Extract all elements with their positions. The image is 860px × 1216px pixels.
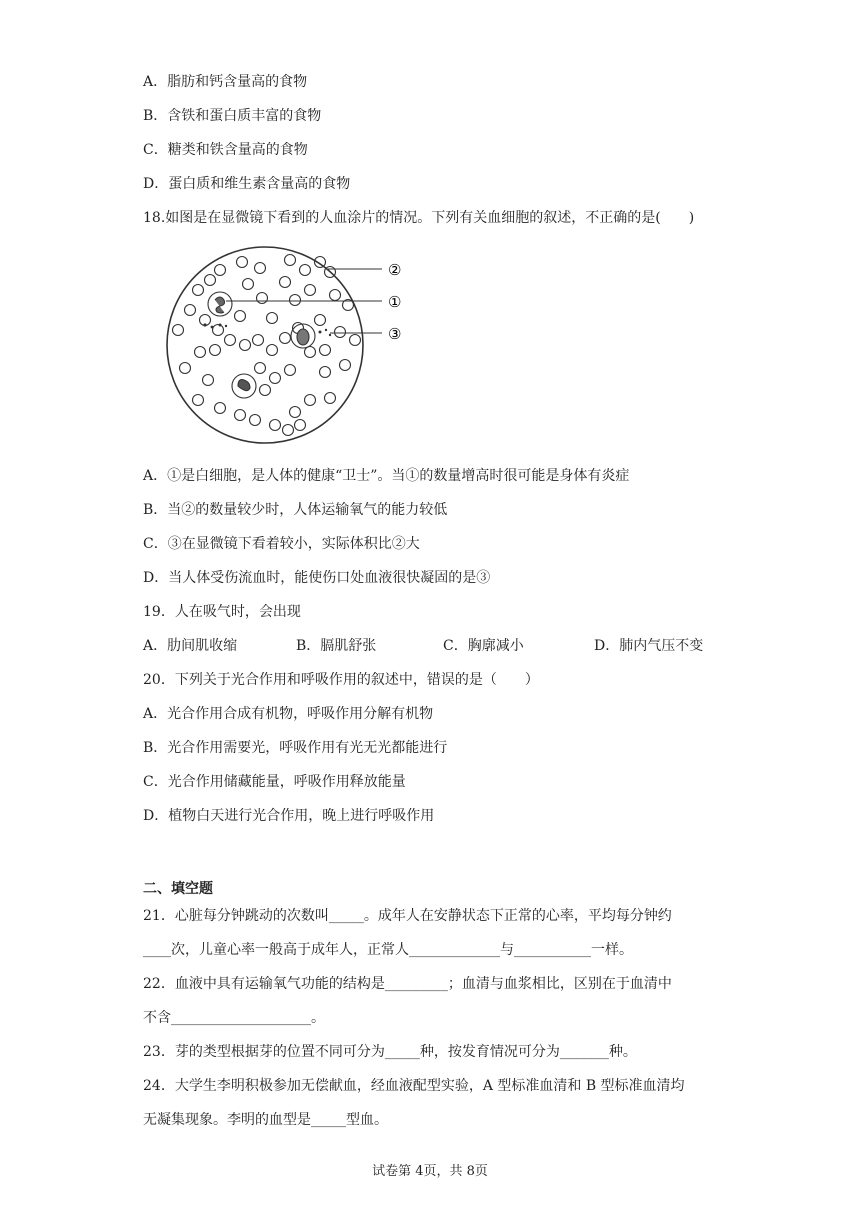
- red-blood-cells: [173, 255, 361, 436]
- q20-option-b: B．光合作用需要光，呼吸作用有光无光都能进行: [143, 740, 448, 756]
- q22-line-1: 22．血液中具有运输氧气功能的结构是_________；血清与血浆相比，区别在于血清中: [143, 976, 672, 992]
- label-2: ②: [388, 261, 402, 279]
- q19-stem: 19．人在吸气时，会出现: [143, 604, 301, 620]
- q17-option-d: D．蛋白质和维生素含量高的食物: [143, 176, 351, 192]
- q24-line-1: 24．大学生李明积极参加无偿献血，经血液配型实验，A 型标准血清和 B 型标准血清均: [143, 1078, 685, 1094]
- q20-option-a: A．光合作用合成有机物，呼吸作用分解有机物: [143, 706, 434, 722]
- q21-line-1: 21．心脏每分钟跳动的次数叫_____。成年人在安静状态下正常的心率，平均每分钟约: [143, 908, 672, 924]
- q18-option-c: C．③在显微镜下看着较小，实际体积比②大: [143, 536, 420, 552]
- q18-option-a: A．①是白细胞，是人体的健康“卫士”。当①的数量增高时很可能是身体有炎症: [143, 468, 630, 484]
- section-title: 二、填空题: [143, 881, 213, 897]
- q19-option-a: A．肋间肌收缩: [143, 638, 238, 654]
- blood-smear-diagram: [160, 240, 420, 450]
- q19-option-b: B．膈肌舒张: [296, 638, 377, 654]
- q18-option-d: D．当人体受伤流血时，能使伤口处血液很快凝固的是③: [143, 570, 491, 586]
- q22-line-2: 不含____________________。: [143, 1010, 325, 1026]
- q19-option-d: D．肺内气压不变: [594, 638, 704, 654]
- q23-line: 23．芽的类型根据芽的位置不同可分为_____种，按发育情况可分为_______种。: [143, 1044, 637, 1060]
- label-1: ①: [388, 293, 402, 311]
- q17-option-b: B．含铁和蛋白质丰富的食物: [143, 108, 322, 124]
- q17-option-a: A．脂肪和钙含量高的食物: [143, 74, 308, 90]
- q21-line-2: ____次，儿童心率一般高于成年人，正常人_____________与___________一样。: [143, 942, 633, 958]
- label-3: ③: [388, 325, 402, 343]
- q19-option-c: C．胸廓减小: [443, 638, 524, 654]
- white-blood-cells: [208, 292, 315, 398]
- q18-stem: 18.如图是在显微镜下看到的人血涂片的情况。下列有关血细胞的叙述，不正确的是( ): [143, 210, 695, 226]
- q20-option-d: D．植物白天进行光合作用，晚上进行呼吸作用: [143, 808, 435, 824]
- q24-line-2: 无凝集现象。李明的血型是_____型血。: [143, 1112, 388, 1128]
- q18-option-b: B．当②的数量较少时，人体运输氧气的能力较低: [143, 502, 448, 518]
- page-footer: 试卷第 4页，共 8页: [372, 1164, 488, 1179]
- platelets: [203, 323, 331, 336]
- q20-stem: 20．下列关于光合作用和呼吸作用的叙述中，错误的是（ ）: [143, 672, 539, 688]
- q17-option-c: C．糖类和铁含量高的食物: [143, 142, 308, 158]
- q20-option-c: C．光合作用储藏能量，呼吸作用释放能量: [143, 774, 406, 790]
